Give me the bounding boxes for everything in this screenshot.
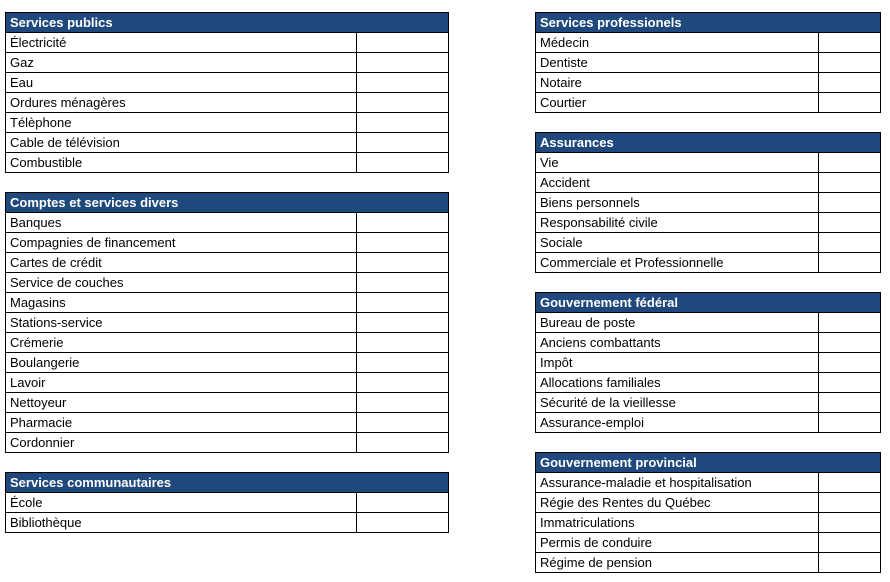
table-services-publics — [5, 12, 449, 173]
table-row — [6, 313, 449, 333]
table-row — [6, 513, 449, 533]
value-cell-accident[interactable] — [819, 173, 881, 193]
row-label-gaz: Gaz — [6, 53, 357, 73]
table-row — [536, 373, 881, 393]
table-row — [536, 333, 881, 353]
value-cell-ordures-menageres[interactable] — [357, 93, 449, 113]
value-cell-banques[interactable] — [357, 213, 449, 233]
row-label-bureau-de-poste: Bureau de poste — [536, 313, 819, 333]
row-label-securite-de-la-vieillesse: Sécurité de la vieillesse — [536, 393, 819, 413]
table-title-comptes-et-services-divers: Comptes et services divers — [6, 193, 449, 213]
table-comptes-et-services-divers — [5, 192, 449, 453]
table-row — [536, 193, 881, 213]
value-cell-responsabilite-civile[interactable] — [819, 213, 881, 233]
table-row — [6, 73, 449, 93]
row-label-ordures-menageres: Ordures ménagères — [6, 93, 357, 113]
row-label-commerciale-et-professionnelle: Commerciale et Professionnelle — [536, 253, 819, 273]
table-row — [536, 213, 881, 233]
value-cell-assurance-maladie-et-hospitalisation[interactable] — [819, 473, 881, 493]
table-header-row — [6, 473, 449, 493]
row-label-allocations-familiales: Allocations familiales — [536, 373, 819, 393]
row-label-electricite: Électricité — [6, 33, 357, 53]
value-cell-cordonnier[interactable] — [357, 433, 449, 453]
value-cell-notaire[interactable] — [819, 73, 881, 93]
row-label-lavoir: Lavoir — [6, 373, 357, 393]
row-label-magasins: Magasins — [6, 293, 357, 313]
value-cell-cremerie[interactable] — [357, 333, 449, 353]
row-label-pharmacie: Pharmacie — [6, 413, 357, 433]
value-cell-ecole[interactable] — [357, 493, 449, 513]
table-row — [6, 53, 449, 73]
left-column — [5, 12, 448, 552]
table-row — [536, 413, 881, 433]
table-row — [536, 393, 881, 413]
row-label-accident: Accident — [536, 173, 819, 193]
row-label-cordonnier: Cordonnier — [6, 433, 357, 453]
value-cell-bibliotheque[interactable] — [357, 513, 449, 533]
table-row — [6, 253, 449, 273]
table-services-communautaires — [5, 472, 449, 533]
row-label-service-de-couches: Service de couches — [6, 273, 357, 293]
value-cell-eau[interactable] — [357, 73, 449, 93]
value-cell-pharmacie[interactable] — [357, 413, 449, 433]
row-label-responsabilite-civile: Responsabilité civile — [536, 213, 819, 233]
row-label-assurance-maladie-et-hospitalisation: Assurance-maladie et hospitalisation — [536, 473, 819, 493]
row-label-stations-service: Stations-service — [6, 313, 357, 333]
row-label-cable-de-television: Cable de télévision — [6, 133, 357, 153]
table-title-gouvernement-federal: Gouvernement fédéral — [536, 293, 881, 313]
table-row — [6, 153, 449, 173]
table-row — [6, 333, 449, 353]
row-label-dentiste: Dentiste — [536, 53, 819, 73]
value-cell-lavoir[interactable] — [357, 373, 449, 393]
table-gouvernement-provincial — [535, 452, 881, 573]
value-cell-stations-service[interactable] — [357, 313, 449, 333]
table-assurances — [535, 132, 881, 273]
table-row — [6, 493, 449, 513]
row-label-immatriculations: Immatriculations — [536, 513, 819, 533]
row-label-sociale: Sociale — [536, 233, 819, 253]
value-cell-vie[interactable] — [819, 153, 881, 173]
value-cell-courtier[interactable] — [819, 93, 881, 113]
value-cell-allocations-familiales[interactable] — [819, 373, 881, 393]
value-cell-medecin[interactable] — [819, 33, 881, 53]
row-label-impot: Impôt — [536, 353, 819, 373]
table-header-row — [536, 133, 881, 153]
table-row — [6, 113, 449, 133]
row-label-combustible: Combustible — [6, 153, 357, 173]
row-label-notaire: Notaire — [536, 73, 819, 93]
value-cell-assurance-emploi[interactable] — [819, 413, 881, 433]
row-label-permis-de-conduire: Permis de conduire — [536, 533, 819, 553]
table-row — [536, 53, 881, 73]
table-row — [6, 293, 449, 313]
value-cell-biens-personnels[interactable] — [819, 193, 881, 213]
table-title-assurances: Assurances — [536, 133, 881, 153]
table-services-professionels — [535, 12, 881, 113]
table-row — [6, 133, 449, 153]
table-row — [6, 273, 449, 293]
value-cell-compagnies-de-financement[interactable] — [357, 233, 449, 253]
table-row — [6, 373, 449, 393]
table-header-row — [536, 13, 881, 33]
value-cell-cartes-de-credit[interactable] — [357, 253, 449, 273]
row-label-biens-personnels: Biens personnels — [536, 193, 819, 213]
table-row — [536, 73, 881, 93]
value-cell-nettoyeur[interactable] — [357, 393, 449, 413]
table-title-gouvernement-provincial: Gouvernement provincial — [536, 453, 881, 473]
row-label-regie-des-rentes-du-quebec: Régie des Rentes du Québec — [536, 493, 819, 513]
table-row — [536, 313, 881, 333]
table-row — [6, 413, 449, 433]
row-label-assurance-emploi: Assurance-emploi — [536, 413, 819, 433]
row-label-nettoyeur: Nettoyeur — [6, 393, 357, 413]
row-label-cartes-de-credit: Cartes de crédit — [6, 253, 357, 273]
row-label-ecole: École — [6, 493, 357, 513]
table-title-services-communautaires: Services communautaires — [6, 473, 449, 493]
table-row — [6, 393, 449, 413]
row-label-regime-de-pension: Régime de pension — [536, 553, 819, 573]
table-row — [6, 233, 449, 253]
table-header-row — [6, 13, 449, 33]
table-row — [6, 33, 449, 53]
row-label-cremerie: Crémerie — [6, 333, 357, 353]
table-header-row — [536, 293, 881, 313]
table-title-services-professionels: Services professionels — [536, 13, 881, 33]
row-label-telephone: Télèphone — [6, 113, 357, 133]
table-row — [536, 473, 881, 493]
value-cell-commerciale-et-professionnelle[interactable] — [819, 253, 881, 273]
value-cell-service-de-couches[interactable] — [357, 273, 449, 293]
table-row — [536, 353, 881, 373]
table-row — [536, 533, 881, 553]
table-row — [536, 513, 881, 533]
value-cell-gaz[interactable] — [357, 53, 449, 73]
table-header-row — [6, 193, 449, 213]
value-cell-impot[interactable] — [819, 353, 881, 373]
row-label-vie: Vie — [536, 153, 819, 173]
table-header-row — [536, 453, 881, 473]
table-row — [536, 153, 881, 173]
table-gouvernement-federal — [535, 292, 881, 433]
table-row — [536, 493, 881, 513]
value-cell-securite-de-la-vieillesse[interactable] — [819, 393, 881, 413]
row-label-bibliotheque: Bibliothèque — [6, 513, 357, 533]
table-title-services-publics: Services publics — [6, 13, 449, 33]
row-label-compagnies-de-financement: Compagnies de financement — [6, 233, 357, 253]
table-row — [6, 353, 449, 373]
value-cell-anciens-combattants[interactable] — [819, 333, 881, 353]
row-label-boulangerie: Boulangerie — [6, 353, 357, 373]
row-label-eau: Eau — [6, 73, 357, 93]
table-row — [536, 233, 881, 253]
value-cell-electricite[interactable] — [357, 33, 449, 53]
table-row — [6, 213, 449, 233]
table-row — [536, 253, 881, 273]
row-label-anciens-combattants: Anciens combattants — [536, 333, 819, 353]
value-cell-combustible[interactable] — [357, 153, 449, 173]
value-cell-cable-de-television[interactable] — [357, 133, 449, 153]
value-cell-magasins[interactable] — [357, 293, 449, 313]
value-cell-telephone[interactable] — [357, 113, 449, 133]
value-cell-boulangerie[interactable] — [357, 353, 449, 373]
table-row — [536, 173, 881, 193]
value-cell-sociale[interactable] — [819, 233, 881, 253]
value-cell-bureau-de-poste[interactable] — [819, 313, 881, 333]
row-label-courtier: Courtier — [536, 93, 819, 113]
table-row — [6, 433, 449, 453]
row-label-banques: Banques — [6, 213, 357, 233]
value-cell-dentiste[interactable] — [819, 53, 881, 73]
value-cell-immatriculations[interactable] — [819, 513, 881, 533]
value-cell-permis-de-conduire[interactable] — [819, 533, 881, 553]
table-row — [536, 33, 881, 53]
table-row — [536, 553, 881, 573]
value-cell-regie-des-rentes-du-quebec[interactable] — [819, 493, 881, 513]
right-column — [535, 12, 880, 582]
table-row — [6, 93, 449, 113]
row-label-medecin: Médecin — [536, 33, 819, 53]
value-cell-regime-de-pension[interactable] — [819, 553, 881, 573]
table-row — [536, 93, 881, 113]
